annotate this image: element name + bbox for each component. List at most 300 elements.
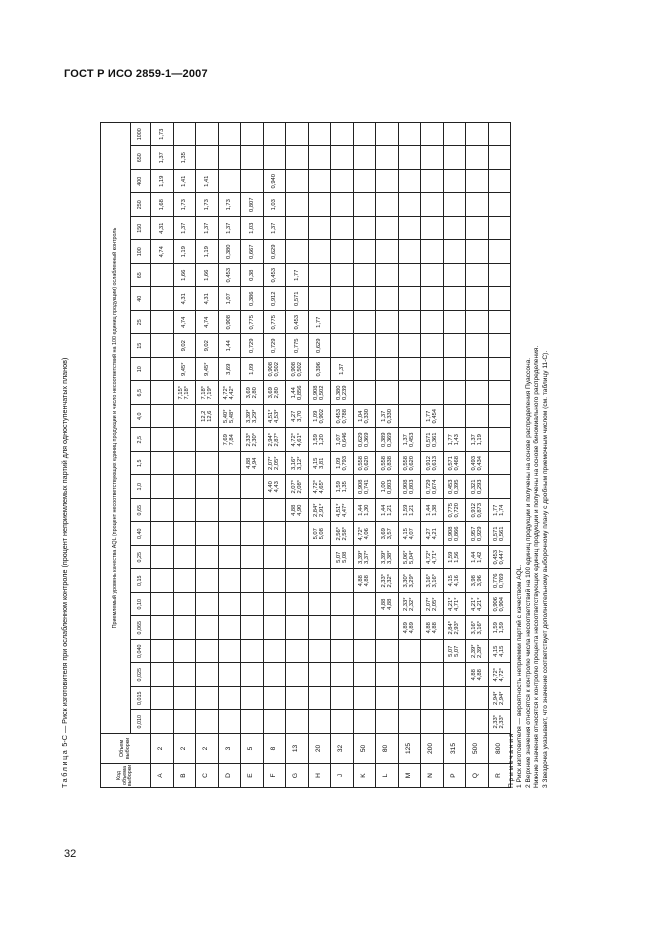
risk-value-upper: 2,07* [425,597,432,612]
empty-cell [331,569,354,593]
empty-cell [398,687,421,711]
empty-cell [398,640,421,664]
empty-cell [308,217,331,241]
empty-cell [218,593,241,617]
risk-value-upper: 0,775 [271,315,278,330]
empty-cell [398,170,421,194]
empty-cell [151,405,174,429]
empty-cell [331,146,354,170]
note-2: 2 Верхние значения относятся к контролю числа несоответствий на 100 единиц продукции и получены на основе распределения Пуассона. [524,357,532,788]
risk-value-cell [331,358,354,382]
empty-cell [151,499,174,523]
risk-value-upper: 1,19 [203,246,210,258]
risk-value-cell [196,217,219,241]
empty-cell [218,640,241,664]
risk-value-upper: 1,04 [358,410,365,422]
risk-value-cell [173,264,196,288]
empty-cell [421,663,444,687]
risk-value-lower: 2,94* [499,691,506,706]
risk-value-cell [466,428,489,452]
aql-col-header: 150 [131,217,151,241]
risk-value-upper: 2,07* [268,456,275,471]
empty-cell [196,640,219,664]
empty-cell [421,287,444,311]
risk-value-cell [421,593,444,617]
risk-value-upper: 3,16* [470,620,477,635]
risk-value-upper: 4,27 [425,528,432,540]
risk-value-lower: 1,74 [499,504,506,516]
risk-value-cell [196,334,219,358]
risk-value-upper: 1,68 [158,199,165,211]
table-row [443,123,466,788]
risk-value-cell [218,193,241,217]
risk-value-lower: 0,620 [409,456,416,471]
risk-value-upper: 2,39* [470,644,477,659]
risk-value-lower: 0,902 [319,409,326,424]
risk-value-cell [331,405,354,429]
sample-size-cell: 500 [466,734,489,764]
risk-value-upper: 3,69 [226,363,233,375]
empty-cell [398,334,421,358]
risk-value-upper: 1,35 [181,152,188,164]
risk-value-upper: 9,45* [181,362,188,377]
notes-title: Примечания [508,731,515,788]
risk-value-upper: 4,72* [223,385,230,400]
risk-value-cell [218,311,241,335]
risk-value-cell [241,193,264,217]
risk-value-cell [286,287,309,311]
empty-cell [196,475,219,499]
risk-value-lower: 4,06 [364,528,371,540]
risk-value-lower: 2,80 [274,387,281,399]
risk-value-lower: 1,35 [341,481,348,493]
risk-value-lower: 3,96 [476,575,483,587]
risk-value-upper: 4,72* [290,432,297,447]
empty-cell [196,569,219,593]
risk-value-cell [308,334,331,358]
risk-value-upper: 4,15 [448,575,455,587]
empty-cell [173,687,196,711]
empty-cell [151,522,174,546]
rotated-table-sheet [60,108,580,788]
empty-cell [443,311,466,335]
empty-cell [443,123,466,147]
risk-value-upper: 1,37 [403,434,410,446]
empty-cell [308,123,331,147]
risk-value-lower: 4,21 [431,528,438,540]
empty-cell [376,264,399,288]
risk-value-lower: 4,89 [409,622,416,634]
risk-value-upper: 4,88 [470,669,477,681]
risk-value-cell [286,334,309,358]
risk-value-upper: 5,40* [223,409,230,424]
risk-value-cell [241,381,264,405]
sample-code-cell: Q [466,764,489,788]
empty-cell [376,358,399,382]
risk-value-cell [151,123,174,147]
table-row [196,123,219,788]
empty-cell [151,569,174,593]
risk-value-upper: 0,629 [271,244,278,260]
sample-code-cell: B [173,764,196,788]
risk-value-lower: 3,38* [386,550,393,565]
risk-value-upper: 0,453 [226,268,233,283]
empty-cell [376,640,399,664]
risk-value-cell [218,334,241,358]
risk-value-cell [218,405,241,429]
risk-value-upper: 3,16* [290,456,297,471]
empty-cell [443,146,466,170]
risk-value-cell [398,569,421,593]
empty-cell [443,170,466,194]
empty-cell [353,640,376,664]
risk-value-lower: 4,71* [431,550,438,565]
risk-value-upper: 3,69 [268,387,275,399]
empty-cell [421,640,444,664]
risk-value-upper: 1,77 [293,269,300,281]
risk-value-cell [263,264,286,288]
empty-cell [196,146,219,170]
risk-value-upper: 1,73 [203,199,210,211]
empty-cell [286,240,309,264]
sample-code-cell: K [353,764,376,788]
empty-cell [241,616,264,640]
table-row [151,123,174,788]
risk-value-upper: 5,07 [313,528,320,540]
risk-value-cell [173,381,196,405]
table-caption-label: Таблица [60,748,69,788]
risk-value-upper: 0,571 [493,526,500,542]
risk-value-lower: 0,447 [499,550,506,565]
empty-cell [308,710,331,734]
empty-cell [196,123,219,147]
empty-cell [331,593,354,617]
risk-value-lower: 0,904 [499,597,506,612]
risk-value-upper: 0,629 [316,338,323,354]
risk-value-upper: 4,88 [425,622,432,634]
risk-value-lower: 1,38 [431,504,438,516]
empty-cell [466,311,489,335]
producer-risk-table [100,122,511,788]
empty-cell [286,193,309,217]
empty-cell [196,522,219,546]
risk-value-cell [353,405,376,429]
empty-cell [173,593,196,617]
risk-value-cell [286,499,309,523]
risk-value-upper: 1,37 [470,434,477,446]
sample-code-cell: D [218,764,241,788]
sample-code-cell: F [263,764,286,788]
risk-value-upper: 1,19 [158,175,165,187]
aql-col-header: 0,15 [131,569,151,593]
risk-value-upper: 4,74 [203,316,210,328]
risk-value-upper: 0,912 [425,456,432,471]
risk-value-upper: 7,15* [178,385,185,400]
risk-value-cell [376,593,399,617]
risk-value-cell [151,146,174,170]
risk-value-lower: 7,18* [184,385,191,400]
risk-value-cell [443,522,466,546]
risk-value-cell [173,334,196,358]
risk-value-upper: 1,41 [181,175,188,187]
risk-value-cell [151,240,174,264]
empty-cell [331,616,354,640]
empty-cell [443,663,466,687]
risk-value-lower: 0,293 [476,479,483,495]
risk-value-cell [263,405,286,429]
empty-cell [421,358,444,382]
risk-value-upper: 0,321 [470,479,477,495]
sample-code-cell: M [398,764,421,788]
table-row [263,123,286,788]
empty-cell [353,593,376,617]
risk-value-cell [196,311,219,335]
risk-value-lower: 1,21 [409,504,416,516]
risk-value-cell [466,640,489,664]
risk-value-lower: 5,07 [454,645,461,657]
risk-value-upper: 0,906 [493,597,500,612]
empty-cell [173,569,196,593]
risk-value-cell [376,405,399,429]
risk-value-lower: 2,58* [341,526,348,541]
empty-cell [286,593,309,617]
risk-value-cell [173,193,196,217]
risk-value-cell [466,569,489,593]
empty-cell [241,640,264,664]
risk-value-cell [196,405,219,429]
risk-value-lower: 4,65* [319,479,326,494]
risk-value-upper: 1,09 [248,363,255,375]
risk-value-cell [196,240,219,264]
risk-value-upper: 0,571 [293,291,300,307]
risk-value-cell [421,616,444,640]
sample-size-cell: 200 [421,734,444,764]
risk-value-cell [466,522,489,546]
risk-value-upper: 0,493 [470,456,477,471]
risk-value-upper: 0,908 [290,362,297,377]
risk-value-lower: 4,88 [476,669,483,681]
risk-value-lower: 1,30 [364,504,371,516]
risk-value-cell [241,334,264,358]
empty-cell [308,146,331,170]
risk-value-cell [263,334,286,358]
risk-value-upper: 4,88 [358,575,365,587]
aql-group-header: Приемлемый уровень качества AQL (процент несоответствующих единиц продукции и число несоответствий на 100 единиц продукции) ослабленный контроль [101,123,131,734]
risk-value-cell [331,499,354,523]
empty-cell [263,710,286,734]
empty-cell [151,428,174,452]
empty-cell [376,710,399,734]
risk-value-upper: 0,380 [335,385,342,401]
sample-size-cell: 5 [241,734,264,764]
empty-cell [331,334,354,358]
risk-value-lower: 2,05* [431,597,438,612]
risk-value-upper: 1,37 [181,222,188,234]
risk-value-cell [196,170,219,194]
empty-cell [241,499,264,523]
risk-value-lower: 3,29* [251,409,258,424]
empty-cell [286,146,309,170]
sample-size-cell: 2 [196,734,219,764]
empty-cell [196,546,219,570]
empty-cell [466,217,489,241]
risk-value-cell [241,217,264,241]
empty-cell [443,710,466,734]
risk-value-upper: 0,775 [248,315,255,330]
risk-value-cell [263,358,286,382]
note-3: 3 Звездочка указывает, что значение соответствует дополнительному выборочному плану с дробным приемочным числом (см. таблицу 11-С). [541,350,549,788]
risk-value-lower: 5,04* [409,550,416,565]
empty-cell [376,146,399,170]
risk-value-upper: 1,59 [448,551,455,563]
risk-value-lower: 0,674 [431,479,438,495]
empty-cell [218,475,241,499]
sample-size-cell: 315 [443,734,466,764]
sample-size-cell: 50 [353,734,376,764]
empty-cell [286,123,309,147]
risk-value-lower: 2,08* [296,479,303,494]
sample-code-cell: P [443,764,466,788]
risk-value-upper: 4,15 [493,645,500,657]
risk-value-cell [263,381,286,405]
risk-value-lower: 0,613 [431,456,438,471]
risk-value-cell [286,381,309,405]
risk-value-cell [173,146,196,170]
risk-value-upper: 0,38 [248,269,255,281]
risk-value-upper: 4,31 [203,293,210,305]
risk-value-upper: 1,59 [403,504,410,516]
risk-value-upper: 0,558 [403,456,410,471]
risk-value-lower: 0,803 [386,479,393,495]
risk-value-cell [331,522,354,546]
empty-cell [398,358,421,382]
risk-value-lower: 0,434 [476,456,483,471]
risk-value-cell [241,264,264,288]
empty-cell [308,240,331,264]
empty-cell [353,334,376,358]
risk-value-cell [398,428,421,452]
empty-cell [398,405,421,429]
empty-cell [421,687,444,711]
risk-value-lower: 0,453 [409,432,416,448]
risk-value-lower: 3,57 [386,528,393,540]
empty-cell [376,193,399,217]
risk-value-cell [331,475,354,499]
risk-value-cell [376,499,399,523]
table-row [173,123,196,788]
page-number: 32 [64,848,77,860]
risk-value-lower: 4,21* [476,597,483,612]
aql-col-header: 40 [131,287,151,311]
empty-cell [443,381,466,405]
empty-cell [241,593,264,617]
risk-value-upper: 1,44 [290,387,297,399]
aql-col-header: 0,015 [131,687,151,711]
sample-code-cell: N [421,764,444,788]
empty-cell [263,569,286,593]
empty-cell [376,687,399,711]
risk-value-cell [196,193,219,217]
table-row [286,123,309,788]
sample-size-header: Объем выборки [101,734,151,764]
risk-value-upper: 0,571 [425,432,432,448]
empty-cell [353,663,376,687]
risk-value-upper: 5,07 [335,551,342,563]
risk-value-cell [421,522,444,546]
empty-cell [421,217,444,241]
empty-cell [151,616,174,640]
risk-value-upper: 4,40 [268,481,275,493]
risk-value-upper: 5,06* [403,550,410,565]
risk-value-upper: 4,74 [181,316,188,328]
empty-cell [173,522,196,546]
risk-value-upper: 7,18* [200,385,207,400]
empty-cell [308,569,331,593]
empty-cell [241,710,264,734]
empty-cell [263,522,286,546]
risk-value-cell [398,522,421,546]
risk-value-upper: 4,88 [290,504,297,516]
empty-cell [376,170,399,194]
risk-value-upper: 12,2 [200,410,207,422]
risk-value-cell [286,475,309,499]
empty-cell [421,123,444,147]
empty-cell [466,358,489,382]
risk-value-cell [353,569,376,593]
table-caption-title: 5-С — Риск изготовителя при ослабленном контроле (процент неприемлемых партий для одноступенчатых планов) [60,357,69,747]
empty-cell [376,616,399,640]
risk-value-lower: 0,561 [499,526,506,542]
risk-value-cell [466,593,489,617]
risk-value-upper: 1,73 [158,128,165,140]
risk-value-upper: 0,571 [448,456,455,471]
risk-value-upper: 0,389 [380,432,387,448]
risk-value-upper: 0,908 [403,479,410,495]
risk-value-lower: 4,72* [499,667,506,682]
risk-value-upper: 2,56* [335,526,342,541]
empty-cell [466,240,489,264]
empty-cell [466,287,489,311]
risk-value-upper: 1,19 [181,246,188,258]
risk-value-upper: 1,66 [203,269,210,281]
risk-value-lower: 0,720 [454,503,461,518]
risk-value-upper: 0,940 [271,174,278,189]
empty-cell [443,240,466,264]
risk-value-upper: 4,31 [158,222,165,234]
risk-value-cell [443,428,466,452]
risk-value-cell [443,546,466,570]
risk-value-upper: 4,51* [268,409,275,424]
risk-value-cell [196,264,219,288]
empty-cell [353,311,376,335]
risk-value-upper: 4,72* [313,479,320,494]
risk-value-cell [263,428,286,452]
risk-value-cell [173,217,196,241]
risk-value-upper: 1,41 [203,175,210,187]
risk-value-lower: 0,369 [364,432,371,448]
empty-cell [376,381,399,405]
aql-col-header: 0,040 [131,640,151,664]
risk-value-upper: 0,386 [248,291,255,307]
risk-value-upper: 0,908 [313,385,320,401]
risk-value-cell [421,546,444,570]
empty-cell [353,170,376,194]
empty-cell [173,663,196,687]
empty-cell [443,264,466,288]
table-row [308,123,331,788]
empty-cell [398,123,421,147]
risk-value-cell [398,475,421,499]
